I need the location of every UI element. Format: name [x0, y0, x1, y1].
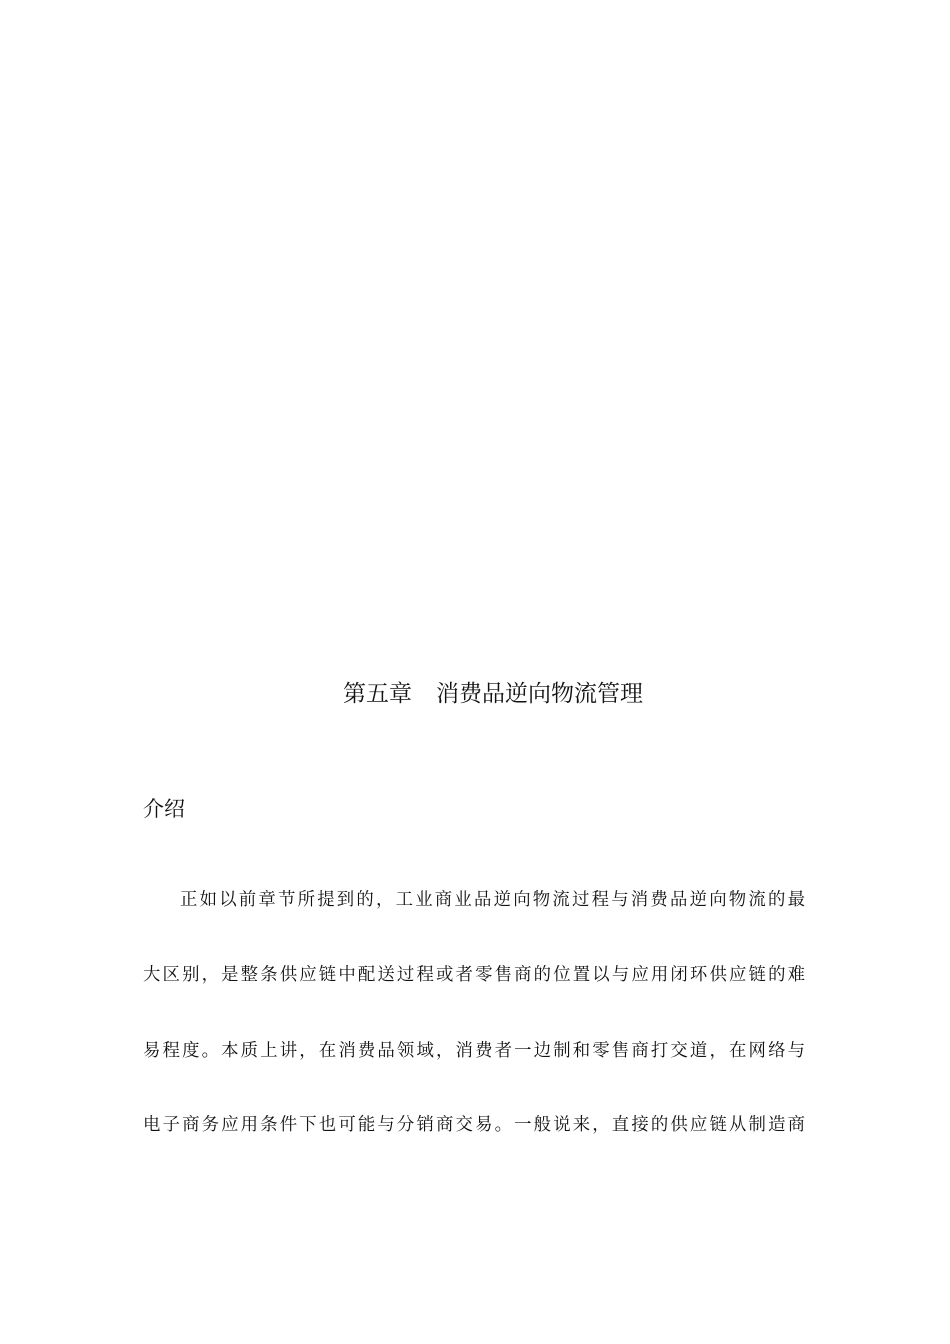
paragraph-line: 大区别，是整条供应链中配送过程或者零售商的位置以与应用闭环供应链的难 [143, 965, 805, 985]
chapter-name: 消费品逆向物流管理 [436, 681, 643, 707]
paragraph-line: 电子商务应用条件下也可能与分销商交易。一般说来，直接的供应链从制造商 [143, 1115, 805, 1135]
chapter-title [343, 678, 643, 710]
section-heading: 介绍 [143, 797, 185, 821]
chapter-number: 第五章 [343, 681, 412, 707]
paragraph-line: 易程度。本质上讲，在消费品领域，消费者一边制和零售商打交道，在网络与 [143, 1041, 805, 1061]
paragraph-line: 正如以前章节所提到的，工业商业品逆向物流过程与消费品逆向物流的最 [180, 890, 805, 910]
